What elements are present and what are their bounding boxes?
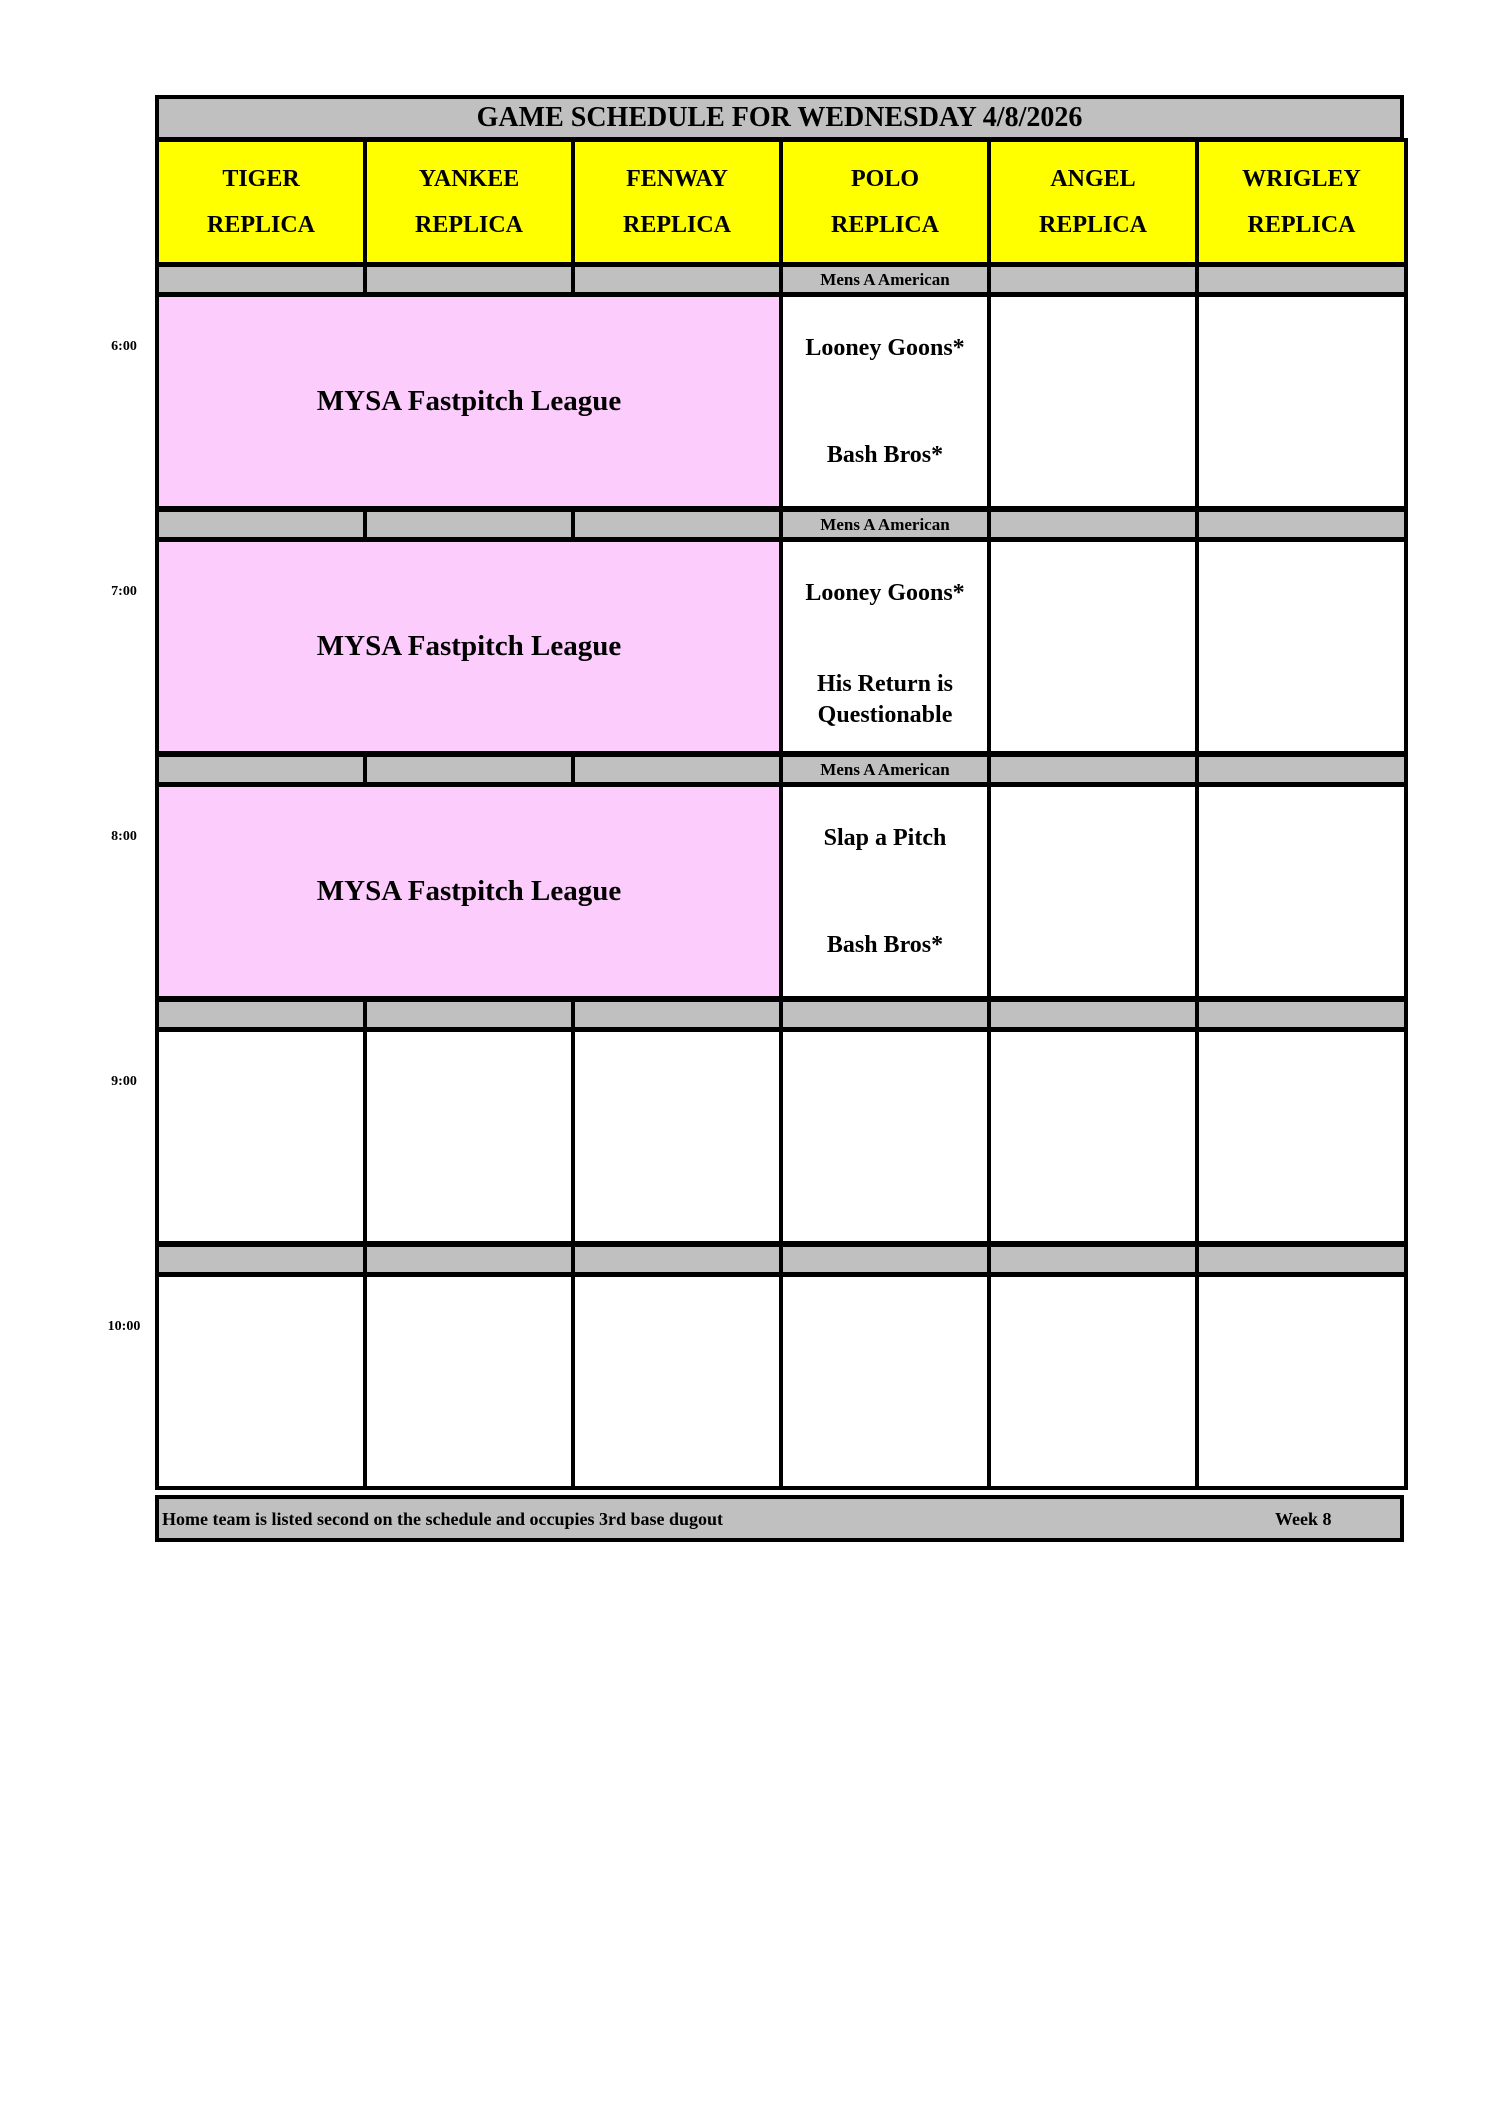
league-block-label: MYSA Fastpitch League [316, 875, 622, 907]
division-cell [1195, 998, 1408, 1031]
time-label: 8:00 [111, 829, 137, 844]
division-cell [155, 508, 367, 541]
division-cell [571, 263, 783, 296]
field-subtitle: REPLICA [1247, 212, 1356, 238]
field-subtitle: REPLICA [414, 212, 523, 238]
empty-cell [987, 1028, 1199, 1245]
empty-cell [363, 1273, 575, 1490]
game-cell [779, 538, 991, 755]
division-cell [1195, 508, 1408, 541]
division-cell [571, 998, 783, 1031]
field-header-angel [987, 138, 1199, 266]
schedule-title: GAME SCHEDULE FOR WEDNESDAY 4/8/2026 [155, 95, 1404, 141]
field-header-yankee [363, 138, 575, 266]
game-cell [779, 783, 991, 1000]
home-team: Bash Bros* [826, 442, 944, 468]
division-cell [987, 263, 1199, 296]
field-name: TIGER [222, 166, 300, 192]
time-label: 9:00 [111, 1074, 137, 1089]
league-block [155, 783, 783, 1000]
field-header-polo [779, 138, 991, 266]
division-cell [155, 263, 367, 296]
empty-cell [779, 1028, 991, 1245]
division-cell [363, 263, 575, 296]
field-subtitle: REPLICA [1038, 212, 1147, 238]
empty-cell [987, 538, 1199, 755]
division-cell [1195, 263, 1408, 296]
empty-cell [1195, 293, 1408, 510]
division-cell [779, 1243, 991, 1276]
division-cell [987, 998, 1199, 1031]
field-subtitle: REPLICA [622, 212, 731, 238]
away-team: Slap a Pitch [823, 825, 947, 851]
division-cell [987, 753, 1199, 786]
division-cell [779, 998, 991, 1031]
field-header-tiger [155, 138, 367, 266]
division-cell [155, 998, 367, 1031]
empty-cell [571, 1028, 783, 1245]
division-cell [571, 1243, 783, 1276]
empty-cell [1195, 1028, 1408, 1245]
division-cell [155, 1243, 367, 1276]
empty-cell [155, 1273, 367, 1490]
week-label: Week 8 [1275, 1509, 1332, 1529]
field-name: FENWAY [626, 166, 728, 192]
division-cell [987, 508, 1199, 541]
division-cell [571, 753, 783, 786]
division-cell [363, 998, 575, 1031]
division-cell [779, 263, 991, 296]
division-cell [779, 508, 991, 541]
division-label: Mens A American [820, 759, 950, 779]
empty-cell [1195, 538, 1408, 755]
empty-cell [779, 1273, 991, 1490]
empty-cell [987, 293, 1199, 510]
empty-cell [1195, 1273, 1408, 1490]
league-block-label: MYSA Fastpitch League [316, 630, 622, 662]
footer-bar [155, 1495, 1404, 1542]
division-cell [987, 1243, 1199, 1276]
field-name: POLO [850, 166, 919, 192]
empty-cell [363, 1028, 575, 1245]
time-label: 10:00 [107, 1319, 141, 1334]
field-subtitle: REPLICA [830, 212, 939, 238]
field-header-wrigley [1195, 138, 1408, 266]
league-block [155, 293, 783, 510]
field-header-fenway [571, 138, 783, 266]
empty-cell [987, 1273, 1199, 1490]
field-subtitle: REPLICA [206, 212, 315, 238]
field-name: ANGEL [1050, 166, 1136, 192]
division-cell [363, 1243, 575, 1276]
division-cell [155, 753, 367, 786]
empty-cell [155, 1028, 367, 1245]
time-label: 6:00 [111, 339, 137, 354]
division-cell [779, 753, 991, 786]
division-cell [1195, 1243, 1408, 1276]
footer-note: Home team is listed second on the schedule and occupies 3rd base dugout [162, 1509, 724, 1529]
field-name: WRIGLEY [1242, 166, 1361, 192]
division-cell [1195, 753, 1408, 786]
home-team: His Return is Questionable [816, 671, 953, 728]
empty-cell [571, 1273, 783, 1490]
division-cell [363, 753, 575, 786]
home-team: Bash Bros* [826, 932, 944, 958]
away-team: Looney Goons* [805, 580, 965, 606]
time-label: 7:00 [111, 584, 137, 599]
empty-cell [987, 783, 1199, 1000]
empty-cell [1195, 783, 1408, 1000]
away-team: Looney Goons* [805, 335, 965, 361]
league-block-label: MYSA Fastpitch League [316, 385, 622, 417]
division-label: Mens A American [820, 514, 950, 534]
game-cell [779, 293, 991, 510]
league-block [155, 538, 783, 755]
division-cell [363, 508, 575, 541]
field-name: YANKEE [418, 166, 520, 192]
division-cell [571, 508, 783, 541]
division-label: Mens A American [820, 269, 950, 289]
